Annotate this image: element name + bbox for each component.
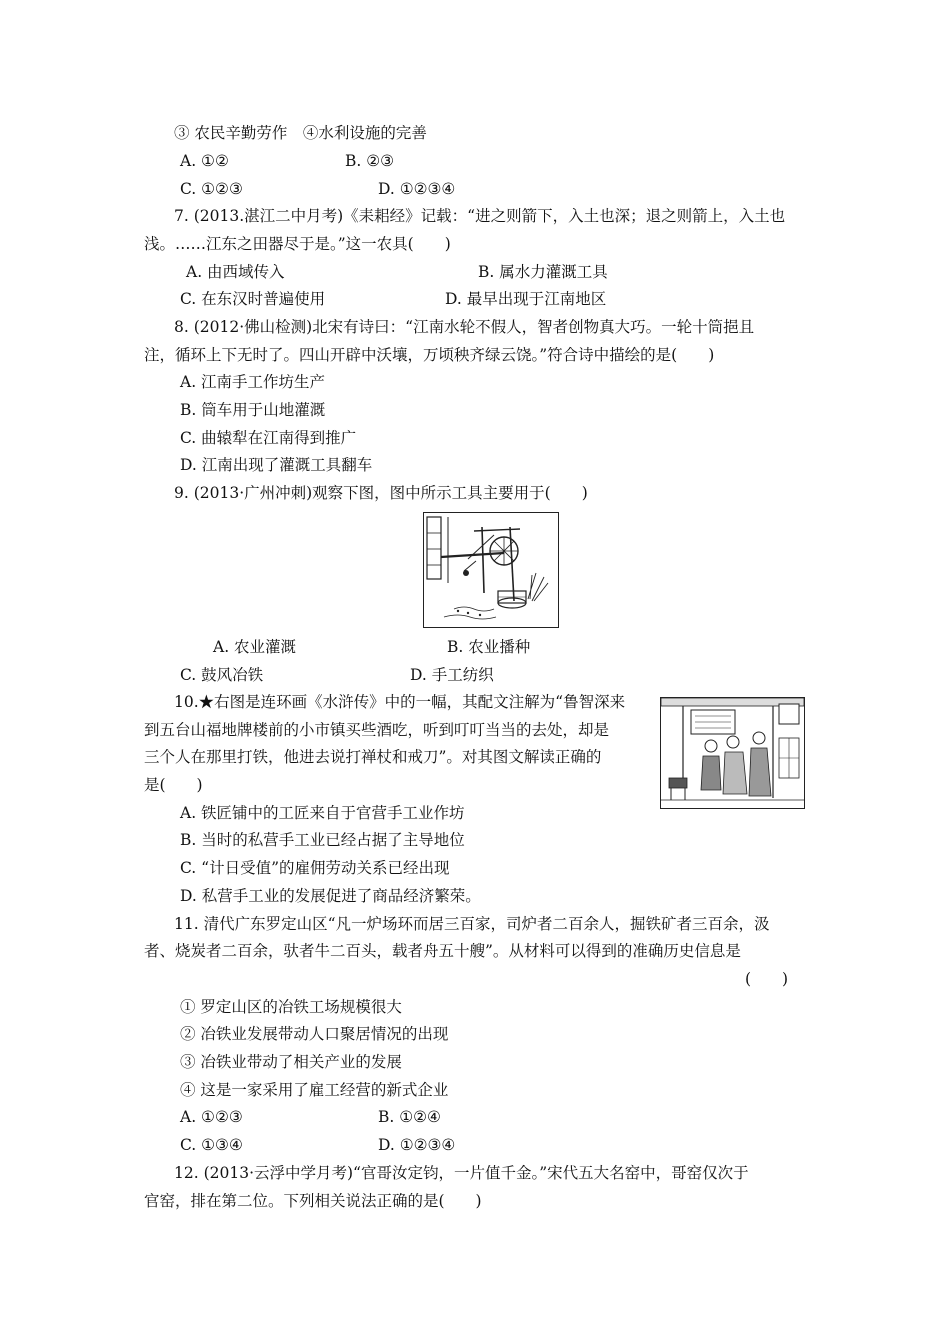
q10-option-c: C. “计日受值”的雇佣劳动关系已经出现 [180, 859, 450, 877]
q7-option-c: C. 在东汉时普遍使用 [180, 290, 326, 308]
q10-stem-line3: 三个人在那里打铁，他进去说打禅杖和戒刀”。对其图文解读正确的 [144, 748, 602, 766]
q10-stem-line1: 10.★右图是连环画《水浒传》中的一幅，其配文注解为“鲁智深来 [174, 693, 626, 711]
q6-option-a: A. ①② [180, 152, 229, 170]
q8-option-a: A. 江南手工作坊生产 [180, 373, 326, 391]
q7-stem-line1: 7. (2013.湛江二中月考)《耒耜经》记载：“进之则箭下，入土也深；退之则箭上，入土也 [174, 207, 786, 225]
q7-option-a: A. 由西域传入 [186, 263, 285, 281]
q10-option-b: B. 当时的私营手工业已经占据了主导地位 [180, 831, 465, 849]
q7-option-b: B. 属水力灌溉工具 [478, 263, 608, 281]
q10-option-d: D. 私营手工业的发展促进了商品经济繁荣。 [180, 887, 481, 905]
q11-item-4: ④ 这是一家采用了雇工经营的新式企业 [180, 1081, 449, 1099]
q6-option-b: B. ②③ [345, 152, 395, 170]
q11-item-2: ② 冶铁业发展带动人口聚居情况的出现 [180, 1025, 449, 1043]
q9-option-d: D. 手工纺织 [410, 666, 494, 684]
q9-option-b: B. 农业播种 [447, 638, 531, 656]
q11-item-3: ③ 冶铁业带动了相关产业的发展 [180, 1053, 402, 1071]
q7-option-d: D. 最早出现于江南地区 [445, 290, 607, 308]
q10-comic-figure [660, 697, 805, 809]
q8-stem-line2: 注，循环上下无时了。四山开辟中沃壤，万顷秧齐绿云饶。”符合诗中描绘的是( ) [144, 346, 715, 364]
q11-stem-line2: 者、烧炭者二百余，驮者牛二百头，载者舟五十艘”。从材料可以得到的准确历史信息是 [144, 942, 741, 960]
water-wheel-illustration [424, 513, 558, 627]
q8-stem-line1: 8. (2012·佛山检测)北宋有诗曰：“江南水轮不假人，智者创物真大巧。一轮十筒挹且 [174, 318, 755, 336]
blacksmith-comic-illustration [661, 698, 804, 808]
q11-option-a: A. ①②③ [180, 1108, 243, 1126]
q8-option-d: D. 江南出现了灌溉工具翻车 [180, 456, 373, 474]
q6-option-c: C. ①②③ [180, 180, 243, 198]
q12-stem-line1: 12. (2013·云浮中学月考)“官哥汝定钧，一片值千金。”宋代五大名窑中，哥窑仅次于 [174, 1164, 749, 1182]
q9-option-c: C. 鼓风冶铁 [180, 666, 264, 684]
q10-option-a: A. 铁匠铺中的工匠来自于官营手工业作坊 [180, 804, 465, 822]
q10-stem-line2: 到五台山福地牌楼前的小市镇买些酒吃，听到叮叮当当的去处，却是 [144, 721, 610, 739]
q11-option-c: C. ①③④ [180, 1136, 243, 1154]
q12-stem-line2: 官窑，排在第二位。下列相关说法正确的是( ) [144, 1192, 482, 1210]
q10-stem-line4: 是( ) [144, 776, 203, 794]
q11-stem-line1: 11. 清代广东罗定山区“凡一炉场环而居三百家，司炉者二百余人，掘铁矿者三百余，汲 [174, 915, 770, 933]
q9-option-a: A. 农业灌溉 [213, 638, 297, 656]
q11-item-1: ① 罗定山区的冶铁工场规模很大 [180, 998, 402, 1016]
q9-figure [423, 512, 559, 628]
q9-stem: 9. (2013·广州冲刺)观察下图，图中所示工具主要用于( ) [174, 484, 588, 502]
q8-option-c: C. 曲辕犁在江南得到推广 [180, 429, 357, 447]
q6-option-d: D. ①②③④ [378, 180, 456, 198]
q7-stem-line2: 浅。……江东之田器尽于是。”这一农具( ) [144, 235, 451, 253]
q11-option-b: B. ①②④ [378, 1108, 441, 1126]
q11-option-d: D. ①②③④ [378, 1136, 456, 1154]
q11-answer-paren: ( ) [745, 970, 789, 988]
q8-option-b: B. 筒车用于山地灌溉 [180, 401, 326, 419]
q6-item-line: ③ 农民辛勤劳作 ④水利设施的完善 [174, 124, 427, 142]
